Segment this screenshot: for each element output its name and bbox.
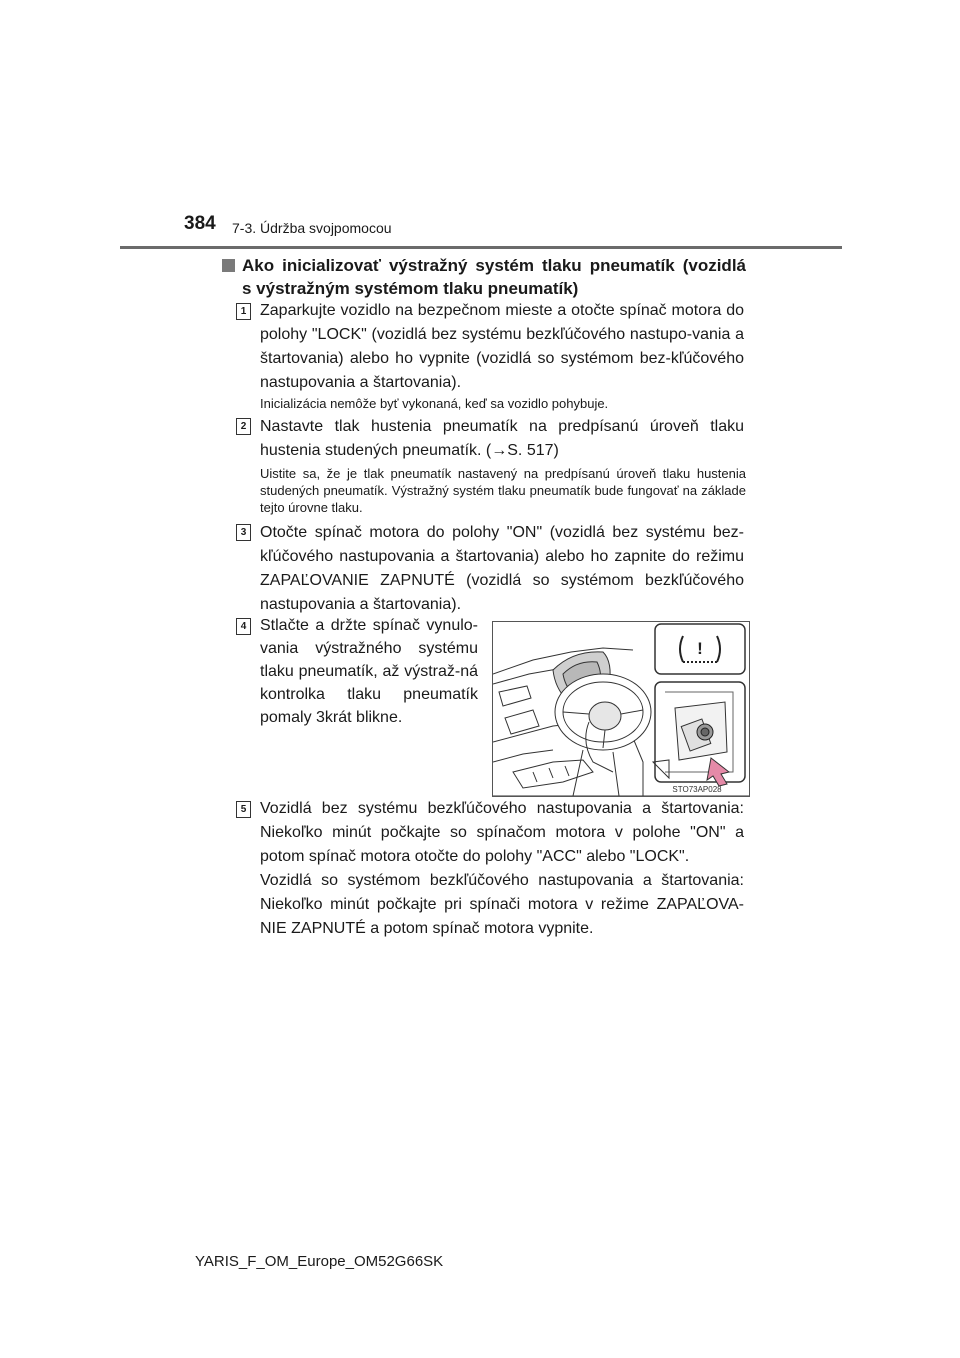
- heading-line-1: Ako inicializovať výstražný systém tlaku pneumatík (vozidlá: [242, 256, 746, 275]
- step-5-text-2: Vozidlá so systémom bezkľúčového nastupovania a štartovania: Niekoľko minút počkajte pri spínači motora v režime ZAPAĽOVA-NIE ZAPNUTÉ a potom spínač motora vypnite.: [260, 872, 744, 937]
- step-4-badge: 4: [236, 618, 251, 635]
- step-1-note: Inicializácia nemôže byť vykonaná, keď sa vozidlo pohybuje.: [260, 396, 609, 411]
- section-heading: [222, 254, 746, 300]
- step-3-badge: 3: [236, 524, 251, 541]
- illustration-code: STO73AP028: [672, 785, 722, 794]
- section-title: 7-3. Údržba svojpomocou: [232, 220, 392, 236]
- footer-doc-id: YARIS_F_OM_Europe_OM52G66SK: [195, 1253, 444, 1270]
- step-4-text: Stlačte a držte spínač vynulo-vania výstražného systému tlaku pneumatík, až výstraž-ná kontrolka tlaku pneumatík pomaly 3krát blikne.: [260, 617, 478, 726]
- step-2-text: Nastavte tlak hustenia pneumatík na predpísanú úroveň tlaku hustenia studených pneumatík. (→S. 517): [260, 418, 744, 459]
- step-1-badge: 1: [236, 303, 251, 320]
- header-rule: [120, 246, 842, 249]
- step-2-badge: 2: [236, 418, 251, 435]
- svg-text:!: !: [697, 639, 703, 658]
- page-number: 384: [184, 213, 216, 234]
- heading-square-icon: [222, 259, 235, 272]
- tpms-reset-illustration: [492, 621, 750, 797]
- step-5-text: Vozidlá bez systému bezkľúčového nastupovania a štartovania: Niekoľko minút počkajte so spínačom motora v polohe "ON" a potom spínač motora otočte do polohy "ACC" alebo "LOCK".: [260, 800, 744, 865]
- heading-line-2: s výstražným systémom tlaku pneumatík): [242, 279, 579, 298]
- step-1-text: Zaparkujte vozidlo na bezpečnom mieste a otočte spínač motora do polohy "LOCK" (vozidlá bez systému bezkľúčového nastupo-vania a štartovania) alebo ho vypnite (vozidlá so systémom bez-kľúčového nastupovania a štartovania).: [260, 302, 744, 391]
- step-5-badge: 5: [236, 801, 251, 818]
- step-2-note: Uistite sa, že je tlak pneumatík nastavený na predpísanú úroveň tlaku hustenia studených pneumatík. Výstražný systém tlaku pneumatík bude fungovať na základe tejto úrovne tlaku.: [260, 466, 746, 515]
- step-3-text: Otočte spínač motora do polohy "ON" (vozidlá bez systému bez-kľúčového nastupovania a štartovania) alebo ho zapnite do režimu ZAPAĽOVANIE ZAPNUTÉ (vozidlá so systémom bezkľúčového nastupovania a štartovania).: [260, 524, 744, 613]
